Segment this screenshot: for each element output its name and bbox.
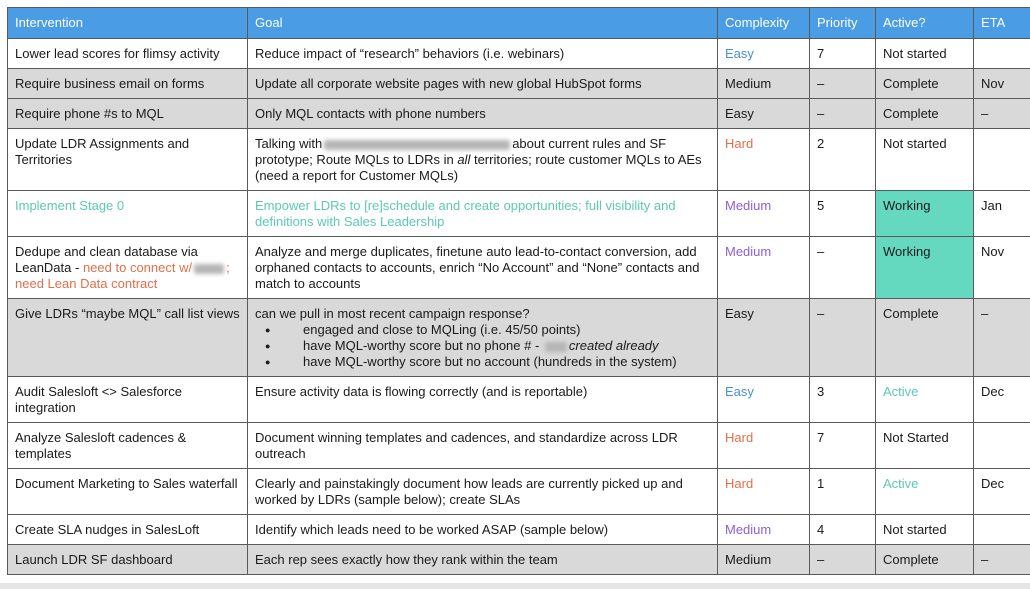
priority-cell: – [810, 99, 876, 129]
header-active: Active? [876, 8, 974, 39]
goal-cell [248, 129, 718, 191]
header-intervention: Intervention [8, 8, 248, 39]
intervention-cell: Give LDRs “maybe MQL” call list views [8, 299, 248, 377]
eta-cell: Dec [974, 469, 1030, 515]
intervention-text: Dedupe and clean database via LeanData - [15, 244, 198, 275]
redacted-name [545, 342, 567, 352]
goal-bullet [289, 338, 710, 354]
redacted-name [194, 264, 224, 274]
intervention-note: need Lean Data contract [15, 276, 158, 291]
goal-bullet-list [255, 322, 710, 370]
intervention-cell: Analyze Salesloft cadences & templates [8, 423, 248, 469]
status-cell: Complete [876, 69, 974, 99]
complexity-cell: Easy [718, 299, 810, 377]
status-cell: Complete [876, 299, 974, 377]
goal-cell: Ensure activity data is flowing correctly (and is reportable) [248, 377, 718, 423]
intervention-cell: Create SLA nudges in SalesLoft [8, 515, 248, 545]
goal-cell: Empower LDRs to [re]schedule and create opportunities; full visibility and definitions with Sales Leadership [248, 191, 718, 237]
status-cell: Complete [876, 99, 974, 129]
header-complexity: Complexity [718, 8, 810, 39]
table-row [8, 191, 1030, 237]
intervention-note: ; [226, 260, 230, 275]
complexity-cell: Medium [718, 191, 810, 237]
eta-cell: Dec [974, 377, 1030, 423]
complexity-cell: Medium [718, 237, 810, 299]
complexity-cell: Hard [718, 469, 810, 515]
intervention-cell: Implement Stage 0 [8, 191, 248, 237]
table-row [8, 39, 1030, 69]
goal-cell: Clearly and painstakingly document how leads are currently picked up and worked by LDRs (sample below); create SLAs [248, 469, 718, 515]
priority-cell: 2 [810, 129, 876, 191]
redacted-name [324, 140, 510, 150]
status-cell: Not started [876, 129, 974, 191]
eta-cell [974, 129, 1030, 191]
goal-emphasis: all [457, 152, 471, 167]
goal-cell: Analyze and merge duplicates, finetune auto lead-to-contact conversion, add orphaned contacts to accounts, enrich “No Account” and “None” contacts and match to accounts [248, 237, 718, 299]
bottom-edge [0, 583, 1030, 589]
priority-cell: – [810, 545, 876, 575]
complexity-cell: Hard [718, 129, 810, 191]
table-row [8, 69, 1030, 99]
eta-cell [974, 39, 1030, 69]
goal-cell: Reduce impact of “research” behaviors (i.e. webinars) [248, 39, 718, 69]
complexity-cell: Hard [718, 423, 810, 469]
complexity-cell: Easy [718, 99, 810, 129]
status-cell: Not started [876, 39, 974, 69]
eta-cell: Nov [974, 237, 1030, 299]
intervention-cell: Require business email on forms [8, 69, 248, 99]
eta-cell [974, 515, 1030, 545]
eta-cell: Jan [974, 191, 1030, 237]
eta-cell: – [974, 299, 1030, 377]
header-row [8, 8, 1030, 39]
complexity-cell: Medium [718, 545, 810, 575]
eta-cell: – [974, 545, 1030, 575]
goal-cell: Only MQL contacts with phone numbers [248, 99, 718, 129]
complexity-cell: Easy [718, 39, 810, 69]
goal-cell: Document winning templates and cadences, and standardize across LDR outreach [248, 423, 718, 469]
priority-cell: – [810, 237, 876, 299]
priority-cell: 5 [810, 191, 876, 237]
goal-cell: Each rep sees exactly how they rank within the team [248, 545, 718, 575]
table-row [8, 99, 1030, 129]
intervention-cell: Document Marketing to Sales waterfall [8, 469, 248, 515]
header-goal: Goal [248, 8, 718, 39]
priority-cell: – [810, 299, 876, 377]
complexity-cell: Medium [718, 69, 810, 99]
table-row [8, 469, 1030, 515]
priority-cell: 4 [810, 515, 876, 545]
priority-cell: – [810, 69, 876, 99]
table-row [8, 515, 1030, 545]
header-priority: Priority [810, 8, 876, 39]
intervention-cell [8, 237, 248, 299]
goal-text: territories; route customer MQLs to AEs (need a report for Customer MQLs) [255, 152, 702, 183]
status-cell: Working [876, 237, 974, 299]
goal-intro: can we pull in most recent campaign response? [255, 306, 530, 321]
status-cell: Not started [876, 515, 974, 545]
goal-bullet: ● have MQL-worthy score but no account (hundreds in the system) [289, 354, 710, 370]
status-cell: Not Started [876, 423, 974, 469]
intervention-cell: Launch LDR SF dashboard [8, 545, 248, 575]
table-row [8, 129, 1030, 191]
goal-cell [248, 299, 718, 377]
priority-cell: 3 [810, 377, 876, 423]
intervention-cell: Lower lead scores for flimsy activity [8, 39, 248, 69]
goal-cell: Update all corporate website pages with new global HubSpot forms [248, 69, 718, 99]
priority-cell: 1 [810, 469, 876, 515]
interventions-table [7, 7, 1030, 575]
complexity-cell: Medium [718, 515, 810, 545]
status-cell: Active [876, 469, 974, 515]
eta-cell [974, 423, 1030, 469]
table-row [8, 299, 1030, 377]
table-row [8, 423, 1030, 469]
goal-cell: Identify which leads need to be worked ASAP (sample below) [248, 515, 718, 545]
goal-text: Talking with [255, 136, 323, 151]
eta-cell: Nov [974, 69, 1030, 99]
intervention-cell: Update LDR Assignments and Territories [8, 129, 248, 191]
priority-cell: 7 [810, 423, 876, 469]
status-cell: Active [876, 377, 974, 423]
eta-cell: – [974, 99, 1030, 129]
table-row [8, 237, 1030, 299]
goal-bullet: ● engaged and close to MQLing (i.e. 45/50 points) [289, 322, 710, 338]
status-cell: Complete [876, 545, 974, 575]
status-cell: Working [876, 191, 974, 237]
goal-text: about current rules and SF prototype; Route MQLs to LDRs in [255, 136, 667, 167]
goal-bullet-text: have MQL-worthy score but no phone # - [303, 338, 540, 353]
intervention-cell: Require phone #s to MQL [8, 99, 248, 129]
table-row [8, 545, 1030, 575]
goal-emphasis: created already [568, 338, 659, 353]
complexity-cell: Easy [718, 377, 810, 423]
intervention-cell: Audit Salesloft <> Salesforce integration [8, 377, 248, 423]
priority-cell: 7 [810, 39, 876, 69]
intervention-note: need to connect w/ [82, 260, 193, 275]
header-eta: ETA [974, 8, 1030, 39]
table-row [8, 377, 1030, 423]
